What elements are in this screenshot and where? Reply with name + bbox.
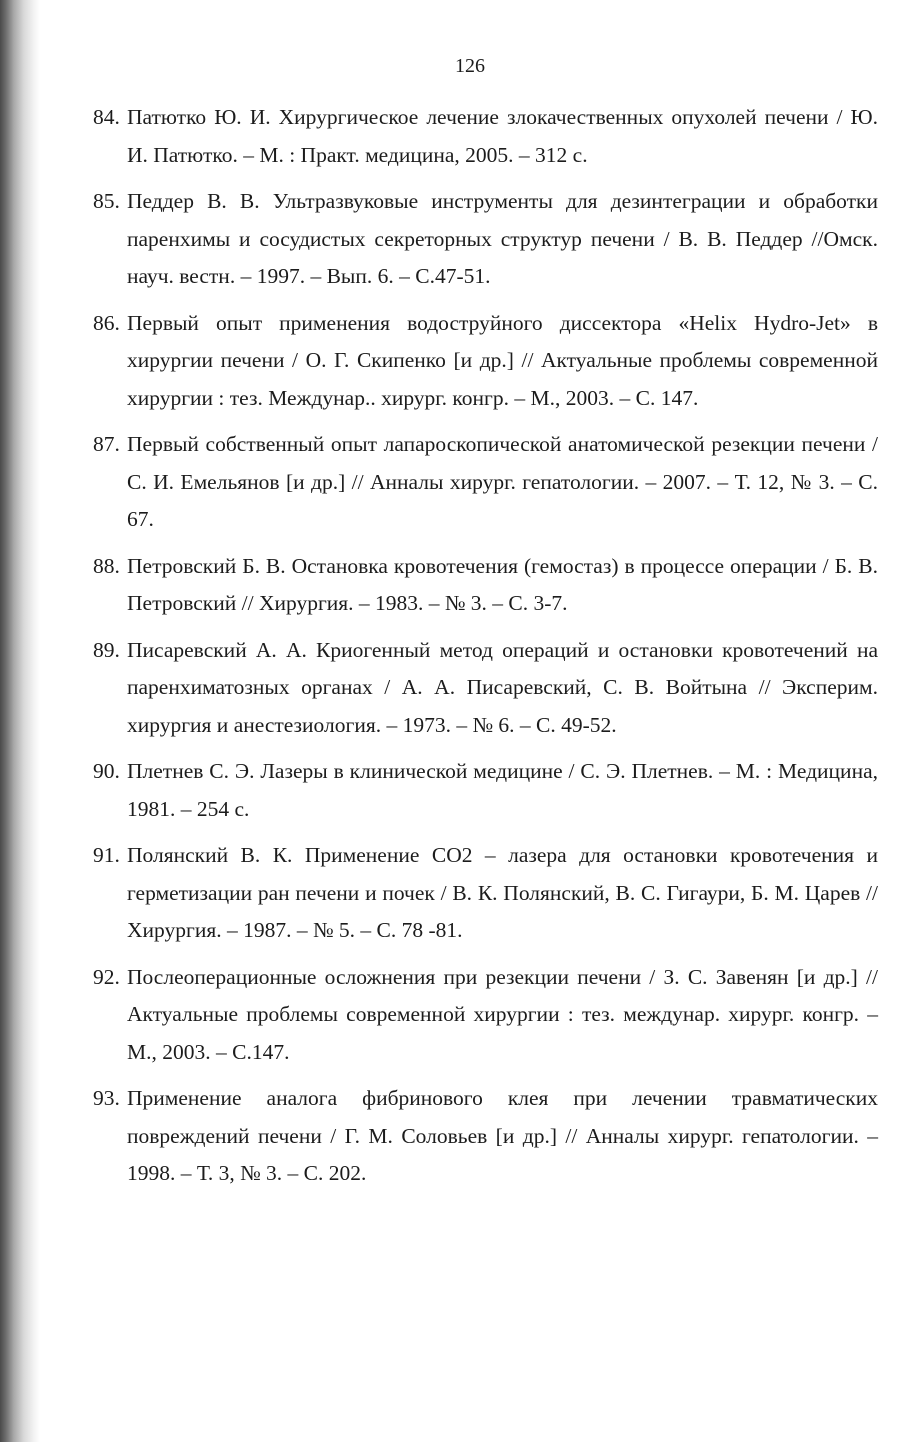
reference-text: Первый опыт применения водоструйного диссектора «Helix Hydro-Jet» в хирургии печени / О. Г. Скипенко [и др.] // Актуальные проблемы современной хирургии : тез. Междунар.. хирург. конгр. – М., 2003. – С. 147. xyxy=(127,310,878,410)
reference-item xyxy=(93,959,878,1072)
reference-list xyxy=(93,99,878,1202)
reference-item xyxy=(93,753,878,828)
reference-text: Педдер В. В. Ультразвуковые инструменты для дезинтеграции и обработки паренхимы и сосудистых секреторных структур печени / В. В. Педдер //Омск. науч. вестн. – 1997. – Вып. 6. – С.47-51. xyxy=(127,189,878,288)
reference-text: Послеоперационные осложнения при резекции печени / З. С. Завенян [и др.] // Актуальные проблемы современной хирургии : тез. междунар. хирург. конгр. – М., 2003. – С.147. xyxy=(127,964,878,1064)
reference-text: Плетнев С. Э. Лазеры в клинической медицине / С. Э. Плетнев. – М. : Медицина, 1981. – 254 с. xyxy=(127,759,878,821)
reference-number: 86. xyxy=(93,310,120,335)
reference-number: 91. xyxy=(93,843,120,867)
reference-number: 87. xyxy=(93,432,120,456)
reference-number: 93. xyxy=(93,1086,120,1110)
reference-item xyxy=(93,1080,878,1193)
reference-number: 84. xyxy=(93,105,120,129)
reference-item xyxy=(93,183,878,296)
reference-item xyxy=(93,548,878,623)
reference-number: 92. xyxy=(93,964,120,989)
reference-number: 89. xyxy=(93,637,120,662)
reference-number: 88. xyxy=(93,553,120,578)
reference-text: Применение аналога фибринового клея при лечении травматических повреждений печени / Г. М. Соловьев [и др.] // Анналы хирург. гепатологии. – 1998. – Т. 3, № 3. – С. 202. xyxy=(127,1086,878,1185)
scan-binding-shadow xyxy=(0,0,40,1442)
reference-text: Патютко Ю. И. Хирургическое лечение злокачественных опухолей печени / Ю. И. Патютко. – М. : Практ. медицина, 2005. – 312 с. xyxy=(127,105,878,167)
reference-text: Писаревский А. А. Криогенный метод операций и остановки кровотечений на паренхиматозных органах / А. А. Писаревский, С. В. Войтына // Эксперим. хирургия и анестезиология. – 1973. – № 6. – С. 49-52. xyxy=(127,637,878,737)
reference-item xyxy=(93,837,878,950)
reference-text: Петровский Б. В. Остановка кровотечения (гемостаз) в процессе операции / Б. В. Петровский // Хирургия. – 1983. – № 3. – С. 3-7. xyxy=(127,553,878,615)
reference-item xyxy=(93,632,878,745)
reference-text: Первый собственный опыт лапароскопической анатомической резекции печени / С. И. Емельянов [и др.] // Анналы хирург. гепатологии. – 2007. – Т. 12, № 3. – С. 67. xyxy=(127,432,878,531)
reference-number: 85. xyxy=(93,189,120,213)
reference-text: Полянский В. К. Применение СО2 – лазера для остановки кровотечения и герметизации ран печени и почек / В. К. Полянский, В. С. Гигаури, Б. М. Царев // Хирургия. – 1987. – № 5. – С. 78 -81. xyxy=(127,843,878,942)
reference-number: 90. xyxy=(93,759,120,783)
reference-item xyxy=(93,426,878,539)
page-number: 126 xyxy=(455,55,485,77)
reference-item xyxy=(93,99,878,174)
reference-item xyxy=(93,305,878,418)
